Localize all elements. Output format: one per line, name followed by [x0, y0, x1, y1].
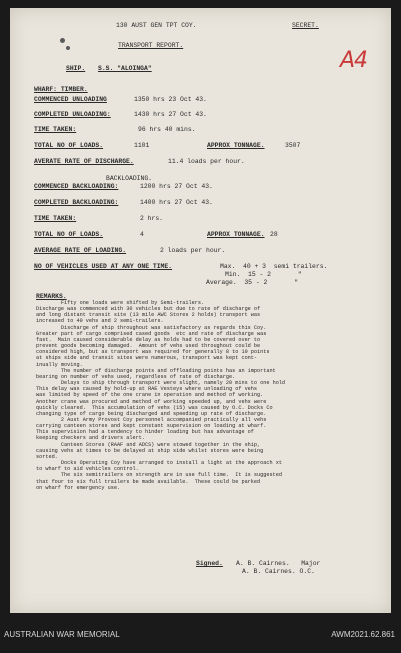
ship-label: SHIP. — [66, 65, 86, 72]
total-loads-label: TOTAL NO OF LOADS. — [34, 142, 104, 149]
vehicles-average: Average. 35 - 2 " — [206, 279, 299, 286]
unit-name: 130 AUST GEN TPT COY. — [116, 22, 197, 29]
remarks-line: to wharf to aid vehicles control. — [36, 466, 139, 473]
remarks-line: at ships side and transit sites were numerous, transport was kept cont- — [36, 355, 258, 362]
footer-credit: AUSTRALIAN WAR MEMORIAL — [4, 630, 120, 639]
signature-name: A. B. Cairnes. Major — [236, 560, 321, 567]
discharge-rate-label: AVERATE RATE OF DISCHARGE. — [34, 158, 134, 165]
remarks-line: fast. Main caused considerable delay as holds had to be covered over to — [36, 336, 261, 343]
approx-tonnage-value: 3507 — [285, 142, 301, 149]
remarks-label: REMARKS. — [36, 293, 67, 300]
backloading-tonnage-label: APPROX TONNAGE. — [207, 231, 265, 238]
remarks-line: Greater part of cargo comprised cased goods etc and rate of discharge was — [36, 330, 267, 337]
completed-unloading-value: 1430 hrs 27 Oct 43. — [134, 111, 207, 118]
completed-unloading-label: COMPLETED UNLOADING: — [34, 111, 111, 118]
backloading-loads-label: TOTAL NO OF LOADS. — [34, 231, 104, 238]
classification: SECRET. — [292, 22, 319, 29]
footer-accession: AWM2021.62.861 — [331, 630, 395, 639]
report-title: TRANSPORT REPORT. — [118, 42, 184, 49]
remarks-body — [36, 300, 372, 491]
remarks-line: 2 Aust Army Provost Coy personnel accompanied practically all vehs — [36, 416, 267, 423]
backloading-loads-value: 4 — [140, 231, 144, 238]
commenced-unloading-value: 1350 hrs 23 Oct 43. — [134, 96, 207, 103]
backloading-time-value: 2 hrs. — [140, 215, 164, 222]
remarks-line: and long distant transit site (13 mile AWC Stores 2 holds) transport was — [36, 312, 261, 319]
remarks-line: Discharge was commenced with 30 vehicles but due to rate of discharge of — [36, 306, 261, 313]
remarks-line: This delay was caused by hold-up at RAE Vesteys where unloading of vehs — [36, 386, 258, 393]
backloading-tonnage-value: 28 — [270, 231, 278, 238]
remarks-line: on wharf for emergency use. — [36, 484, 121, 491]
typed-name: A. B. Cairnes. O.C. — [242, 568, 315, 575]
document-page — [10, 8, 391, 613]
handwritten-annotation: A4 — [340, 48, 368, 73]
remarks-line: sorted. — [36, 453, 58, 460]
remarks-line: Discharge of ship throughout was satisfactory as regards this Coy. — [36, 324, 267, 331]
total-loads-value: 1101 — [134, 142, 150, 149]
remarks-line: Delays to ship through transport were slight, namely 20 mins to one hold — [36, 380, 286, 387]
wharf: WHARF: TIMBER. — [34, 86, 88, 93]
remarks-line: Another crane was procured and method of working speeded up, and vehs were — [36, 398, 267, 405]
time-taken-value: 96 hrs 40 mins. — [138, 126, 196, 133]
time-taken-label: TIME TAKEN: — [34, 126, 77, 133]
remarks-line: The number of discharge points and offloading points has an important — [36, 367, 276, 374]
completed-backloading-value: 1400 hrs 27 Oct 43. — [140, 199, 213, 206]
loading-rate-value: 2 loads per hour. — [160, 247, 226, 254]
completed-backloading-label: COMPLETED BACKLOADING: — [34, 199, 119, 206]
remarks-line: considered high, but as transport was required for generally 8 to 10 points — [36, 349, 270, 356]
remarks-line: inually moving. — [36, 361, 83, 368]
remarks-line: The six semitrailers on strength are in use full time. It is suggested — [36, 472, 282, 479]
approx-tonnage-label: APPROX TONNAGE. — [207, 142, 265, 149]
backloading-heading: BACKLOADING. — [106, 175, 153, 182]
punch-hole — [66, 46, 70, 50]
backloading-time-label: TIME TAKEN: — [34, 215, 77, 222]
ship-name: S.S. "ALOINGA" — [98, 65, 152, 72]
remarks-line: Fifty one loads were shifted by Semi-trailers. — [36, 300, 205, 306]
remarks-line: quickly cleared. This accumulation of vehs (15) was caused by O.C. Docks Co — [36, 404, 273, 411]
commenced-backloading-label: COMMENCED BACKLOADING: — [34, 183, 119, 190]
commenced-backloading-value: 1200 hrs 27 Oct 43. — [140, 183, 213, 190]
remarks-line: prevent goods becoming damaged. Amount of vehs used throughout could be — [36, 343, 261, 350]
remarks-line: carrying canteen stores and kept constant supervision on loading at wharf. — [36, 423, 267, 430]
vehicles-min: Min. 15 - 2 " — [225, 271, 302, 278]
vehicles-label: NO OF VEHICLES USED AT ANY ONE TIME. — [34, 263, 173, 270]
remarks-line: causing vehs at times to be delayed at ship side whilst stores were being — [36, 447, 264, 454]
vehicles-max: Max. 40 + 3 semi trailers. — [220, 263, 328, 270]
loading-rate-label: AVERAGE RATE OF LOADING. — [34, 247, 127, 254]
punch-hole — [60, 38, 65, 43]
discharge-rate-value: 11.4 loads per hour. — [168, 158, 245, 165]
remarks-line: keeping checkers and drivers alert. — [36, 435, 145, 442]
remarks-line: was limited by speed of the one crane in operation and method of working. — [36, 392, 264, 399]
remarks-line: increased to 40 vehs and 2 semi-trailers. — [36, 318, 164, 325]
remarks-line: Docks Operating Coy have arranged to install a light at the approach xt — [36, 460, 282, 467]
remarks-line: This supervision had a tendency to hinder loading but has advantage of — [36, 429, 254, 436]
commenced-unloading-label: COMMENCED UNLOADING — [34, 96, 107, 103]
signed-label: Signed. — [196, 560, 223, 567]
remarks-line: bearing on number of vehs used, regardless of rate of discharge. — [36, 373, 236, 380]
remarks-line: that four to six full trailers be made available. These could be parked — [36, 478, 261, 485]
remarks-line: changing type of cargo being discharged and speeding up rate of discharge. — [36, 410, 267, 417]
remarks-line: Canteen Stores (RAAF and ADCS) were stowed together in the ship, — [36, 441, 261, 448]
